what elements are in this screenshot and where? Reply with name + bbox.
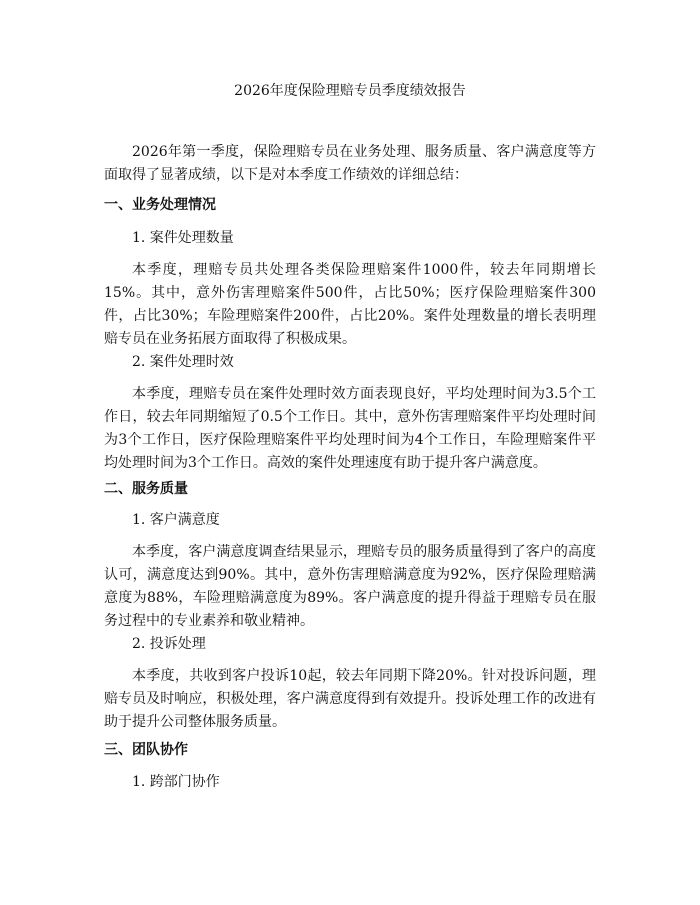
paragraph-case-count: 本季度，理赔专员共处理各类保险理赔案件1000件，较去年同期增长15%。其中，意外伤害理赔案件500件，占比50%；医疗保险理赔案件300件，占比30%；车险理赔案件200件，占比20%。案件处理数量的增长表明理赔专员在业务拓展方面取得了积极成果。 (104, 262, 596, 347)
paragraph-case-timeliness: 本季度，理赔专员在案件处理时效方面表现良好，平均处理时间为3.5个工作日，较去年同期缩短了0.5个工作日。其中，意外伤害理赔案件平均处理时间为3个工作日，医疗保险理赔案件平均处理时间为4个工作日，车险理赔案件平均处理时间为3个工作日。高效的案件处理速度有助于提升客户满意度。 (104, 386, 596, 471)
section-heading-business: 一、业务处理情况 (104, 197, 216, 213)
section-heading-service: 二、服务质量 (104, 481, 188, 497)
section-heading-teamwork: 三、团队协作 (104, 742, 188, 758)
paragraph-satisfaction: 本季度，客户满意度调查结果显示，理赔专员的服务质量得到了客户的高度认可，满意度达到90%。其中，意外伤害理赔满意度为92%，医疗保险理赔满意度为88%，车险理赔满意度为89%。客户满意度的提升得益于理赔专员在服务过程中的专业素养和敬业精神。 (104, 544, 596, 629)
intro-paragraph: 2026年第一季度，保险理赔专员在业务处理、服务质量、客户满意度等方面取得了显著成绩，以下是对本季度工作绩效的详细总结： (104, 144, 596, 183)
subheading-satisfaction: 1. 客户满意度 (132, 512, 220, 528)
paragraph-complaints: 本季度，共收到客户投诉10起，较去年同期下降20%。针对投诉问题，理赔专员及时响应，积极处理，客户满意度得到有效提升。投诉处理工作的改进有助于提升公司整体服务质量。 (104, 668, 596, 730)
subheading-case-count: 1. 案件处理数量 (132, 230, 234, 246)
subheading-cross-department: 1. 跨部门协作 (132, 774, 220, 790)
document-title: 2026年度保险理赔专员季度绩效报告 (234, 83, 466, 99)
subheading-case-timeliness: 2. 案件处理时效 (132, 354, 234, 370)
subheading-complaints: 2. 投诉处理 (132, 636, 206, 652)
